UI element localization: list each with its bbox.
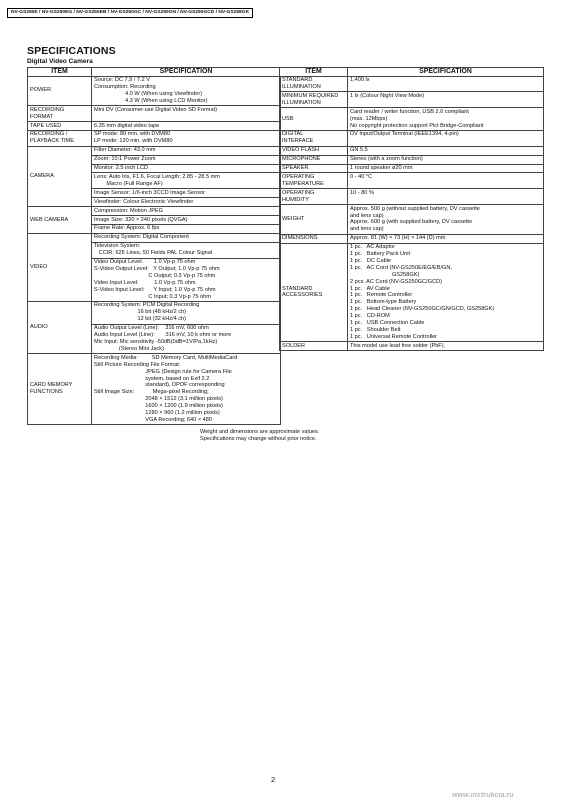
spec-line: standard), DPOF corresponding [94,382,225,389]
item-label [280,130,348,146]
spec-row [280,189,544,205]
item-label-line: VIDEO FLASH [282,147,319,154]
item-label-line: HUMIDITY [282,196,310,203]
spec-line: This model use lead free solder (PbF). [350,342,446,349]
spec-line: 1 pc. Universal Remote Controller [350,333,438,340]
spec-line: Video Output Level: 1.0 Vp-p 75 ohm [94,259,196,266]
item-label-line: DIGITAL [282,131,304,138]
spec-line: 1 pc. AC Cord (NV-GS250E/EG/EB/GN, [350,264,452,271]
spec-line: Approx. 600 g (with supplied battery, DV cassette [350,219,473,226]
item-label [280,76,348,92]
item-label [280,342,348,351]
item-label-line: WEIGHT [282,215,305,222]
spec-row [28,106,281,122]
spec-line: Monitor: 2.5 inch LCD [94,165,149,172]
spec-line: system, based on Exif 2.2 [94,375,210,382]
spec-value [92,106,281,122]
spec-value [92,146,281,155]
spec-value [92,301,281,324]
page-subtitle: Digital Video Camera [27,58,93,65]
spec-line: and lens cap) [350,226,384,233]
spec-value [92,122,281,131]
spec-value [348,205,544,235]
item-label-line: MINIMUM REQUIRED [282,92,339,99]
spec-line: 1 pc. Bottom-type Battery [350,299,417,306]
page-title: SPECIFICATIONS [27,45,116,57]
item-label-line: FORMAT [30,113,54,120]
spec-line: 2 pcs. AC Cord (NV-GS250GC/GCD) [350,278,443,285]
spec-line: Still Image Size: Mega-pixel Recording; [94,389,209,396]
item-label [280,155,348,164]
item-label-line: VIDEO [30,263,48,270]
spec-value [92,324,281,354]
item-label-line: STANDARD [282,285,313,292]
spec-table-right [279,67,544,351]
spec-value [92,242,281,258]
item-label-line: FUNCTIONS [30,389,63,396]
spec-value [92,207,281,216]
item-label [280,243,348,342]
spec-line: Zoom: 10:1 Power Zoom [94,156,156,163]
spec-line: Source: DC 7.9 / 7.2 V [94,77,150,84]
spec-line: Video Input Level: 1.0 Vp-p 75 ohm [94,279,196,286]
spec-line: (Stereo Mini Jack) [94,345,164,352]
spec-line: 1,400 lx [350,77,370,84]
spec-row [28,130,281,146]
spec-line: SP mode: 80 min. with DVM80 [94,131,171,138]
footnote: Specifications may change without prior notice. [200,436,317,442]
column-header-spec: SPECIFICATION [92,68,281,77]
spec-line: Image Sensor: 1/6-inch 3CCD Image Sensor [94,189,205,196]
footnote: Weight and dimensions are approximate values. [200,429,320,435]
item-label-line: ILLUMINATION [282,84,321,90]
item-label-line: SOLDER [282,342,306,349]
spec-line: Macro (Full Range AF) [94,180,163,187]
spec-row [280,92,544,108]
spec-line: Lens: Auto Iris, F1.6, Focal Length; 2.85 - 28.5 mm [94,173,220,180]
spec-row [280,205,544,235]
spec-row [280,155,544,164]
spec-line: 1 pc. AC Adaptor [350,244,396,251]
item-label [280,173,348,189]
item-label-line: USB [282,115,294,122]
spec-line: Television System: [94,243,141,250]
spec-line: DV Input/Output Terminal (IEEE1394, 4-pin) [350,131,459,138]
spec-line: Consumption: Recording [94,84,156,90]
item-label-line: ACCESSORIES [282,292,323,299]
spec-line: Approx. 500 g (without supplied battery, DV cassette [350,205,480,212]
spec-value [348,108,544,131]
watermark: www.instrukcia.ru [452,790,514,799]
item-label [28,354,92,425]
spec-value [92,216,281,225]
spec-line: 4.0 W (When using Viewfinder) [94,90,203,97]
item-label-line: RECORDING / [30,131,68,138]
item-label [28,233,92,301]
spec-line: C Output; 0.3 Vp-p 75 ohm [94,272,216,279]
item-label [280,146,348,155]
spec-line: 1 pc. AV Cable [350,285,390,292]
spec-line: Filter Diameter: 43.0 mm [94,147,156,154]
spec-row [28,233,281,242]
spec-value [348,173,544,189]
spec-line: CCIR; 625 Lines, 50 Fields PAL Colour Signal [94,250,213,257]
item-label-line: RECORDING [30,106,65,113]
spec-line: 10 - 80 % [350,189,374,196]
spec-line: 1 lx (Colour Night View Mode) [350,92,425,99]
item-label [280,108,348,131]
spec-row [280,108,544,131]
spec-line: Still Picture Recording File Format: [94,361,181,368]
spec-value [92,173,281,189]
spec-value [92,130,281,146]
spec-value [348,234,544,243]
spec-line: (max. 12Mbps) [350,115,388,122]
spec-line: JPEG (Design rule for Camera File [94,368,232,375]
spec-line: GN 5.5 [350,147,368,154]
item-label-line: ILLUMINATION [282,99,321,106]
spec-line: No copyright protection support Pict Bridge-Compliant [350,122,484,129]
spec-line: 1 pc. DC Cable [350,257,392,264]
spec-row [280,130,544,146]
item-label [28,122,92,131]
item-label-line: STANDARD [282,77,313,84]
spec-line: S-Video Input Level: Y Input; 1.0 Vp-p 75 ohm [94,286,216,293]
spec-value [92,224,281,233]
spec-line: Image Size: 320 × 240 pixels (QVGA) [94,216,188,223]
spec-row [280,234,544,243]
spec-line: 6.35 mm digital video tape [94,122,160,129]
spec-value [348,189,544,205]
item-label-line: SPEAKER [282,165,309,172]
spec-value [348,130,544,146]
spec-line: Card reader / writer function, USB 2.0 compliant [350,108,469,115]
spec-value [348,243,544,342]
spec-row [28,354,281,425]
item-label [280,234,348,243]
spec-line: 1 pc. Remote Controller [350,292,413,299]
spec-row [280,342,544,351]
spec-line: Mic Input: Mic sensitivity -50dB(0dB=1V/Pa,1kHz) [94,339,218,345]
spec-row [28,122,281,131]
spec-line: 0 - 40 °C [350,173,373,180]
spec-value [348,164,544,173]
item-label-line: OPERATING [282,173,315,180]
spec-line: Compression: Motion JPEG [94,207,164,214]
spec-line: Viewfinder: Colour Electronic Viewfinder [94,198,194,205]
spec-line: Frame Rate: Approx. 6 fps [94,225,160,232]
column-header-item: ITEM [280,68,348,77]
spec-line: 1280 × 960 (1.2 million pixels) [94,410,220,417]
spec-value [92,155,281,164]
spec-line: Stereo (with a zoom function) [350,156,423,163]
spec-table-left [27,67,281,425]
item-label [280,189,348,205]
item-label [280,205,348,235]
item-label [280,164,348,173]
spec-line: Mini DV (Consumer-use Digital Video SD Format) [94,106,217,113]
spec-line: 1600 × 1200 (1.9 million pixels) [94,403,223,410]
spec-line: C Input; 0.3 Vp-p 75 ohm [94,293,211,300]
spec-row [28,76,281,106]
spec-value [92,198,281,207]
spec-value [92,354,281,425]
spec-value [92,76,281,106]
spec-value [92,164,281,173]
item-label [28,207,92,234]
spec-line: Approx. 81 (W) × 73 (H) × 144 (D) mm [350,235,446,242]
spec-line: 16 bit (48 kHz/2 ch) [94,309,187,316]
item-label [280,92,348,108]
item-label [28,106,92,122]
spec-value [348,92,544,108]
spec-row [280,243,544,342]
spec-row [28,146,281,155]
spec-line: Recording Media: SD Memory Card, MultiMediaCard [94,354,238,361]
spec-value [348,155,544,164]
spec-line: 1 pc. CD-ROM [350,313,390,320]
spec-line: GS258GK) [350,271,420,278]
spec-line: 4.3 W (When using LCD Monitor) [94,97,208,104]
item-label-line: MICROPHONE [282,156,321,163]
item-label [28,301,92,353]
spec-row [280,76,544,92]
item-label-line: TAPE USED [30,122,62,129]
item-label [28,130,92,146]
spec-line: S-Video Output Level: Y Output; 1.0 Vp-p 75 ohm [94,265,220,272]
spec-line: 1 pc. Head Cleaner (NV-GS250GC/GN/GCD, GS258GK) [350,306,495,313]
item-label [28,76,92,106]
spec-line: and lens cap) [350,212,384,219]
column-header-item: ITEM [28,68,92,77]
item-label-line: POWER [30,87,52,94]
item-label-line: AUDIO [30,324,48,331]
spec-line: 2048 × 1512 (3.1 million pixels) [94,396,223,403]
spec-line: Audio Output Level (Line): 316 mV, 600 ohm [94,325,209,332]
spec-line: Recording System: Digital Component [94,234,189,241]
item-label-line: DIMENSIONS [282,235,318,242]
spec-line: LP mode: 120 min. with DVM80 [94,138,173,145]
spec-row [28,207,281,216]
spec-line: 1 pc. Shoulder Belt [350,327,401,333]
spec-value [348,146,544,155]
spec-row [280,164,544,173]
spec-value [348,342,544,351]
spec-value [92,189,281,198]
model-header: NV-GS250E / NV-GS250EG / NV-GS250EB / NV-GS250GC / NV-GS250GN / NV-GS250GCD / NV-GS258GK [7,8,253,18]
item-label-line: INTERFACE [282,138,314,145]
spec-line: 1 round speaker ø20 mm [350,165,413,172]
spec-row [280,146,544,155]
item-label-line: TEMPERATURE [282,180,324,187]
item-label [28,146,92,206]
spec-value [348,76,544,92]
item-label-line: CAMERA [30,172,54,179]
spec-line: 1 pc. Battery Pack Unit [350,251,411,258]
spec-line: 1 pc. USB Connection Cable [350,320,425,327]
spec-value [92,233,281,242]
spec-line: VGA Recording; 640 × 480 [94,416,212,423]
spec-row [280,173,544,189]
footnotes [200,429,319,443]
spec-row [28,301,281,324]
spec-line: 12 bit (32 kHz/4 ch) [94,316,187,323]
page-number: 2 [271,775,276,784]
column-header-spec: SPECIFICATION [348,68,544,77]
spec-line: Audio Input Level (Line): 316 mV, 10 k ohm or more [94,332,232,339]
spec-line: Recording System: PCM Digital Recording [94,302,200,309]
item-label-line: PLAYBACK TIME [30,138,74,145]
item-label-line: WEB CAMERA [30,216,69,223]
item-label-line: CARD MEMORY [30,382,73,389]
item-label-line: OPERATING [282,189,315,196]
spec-value [92,258,281,301]
